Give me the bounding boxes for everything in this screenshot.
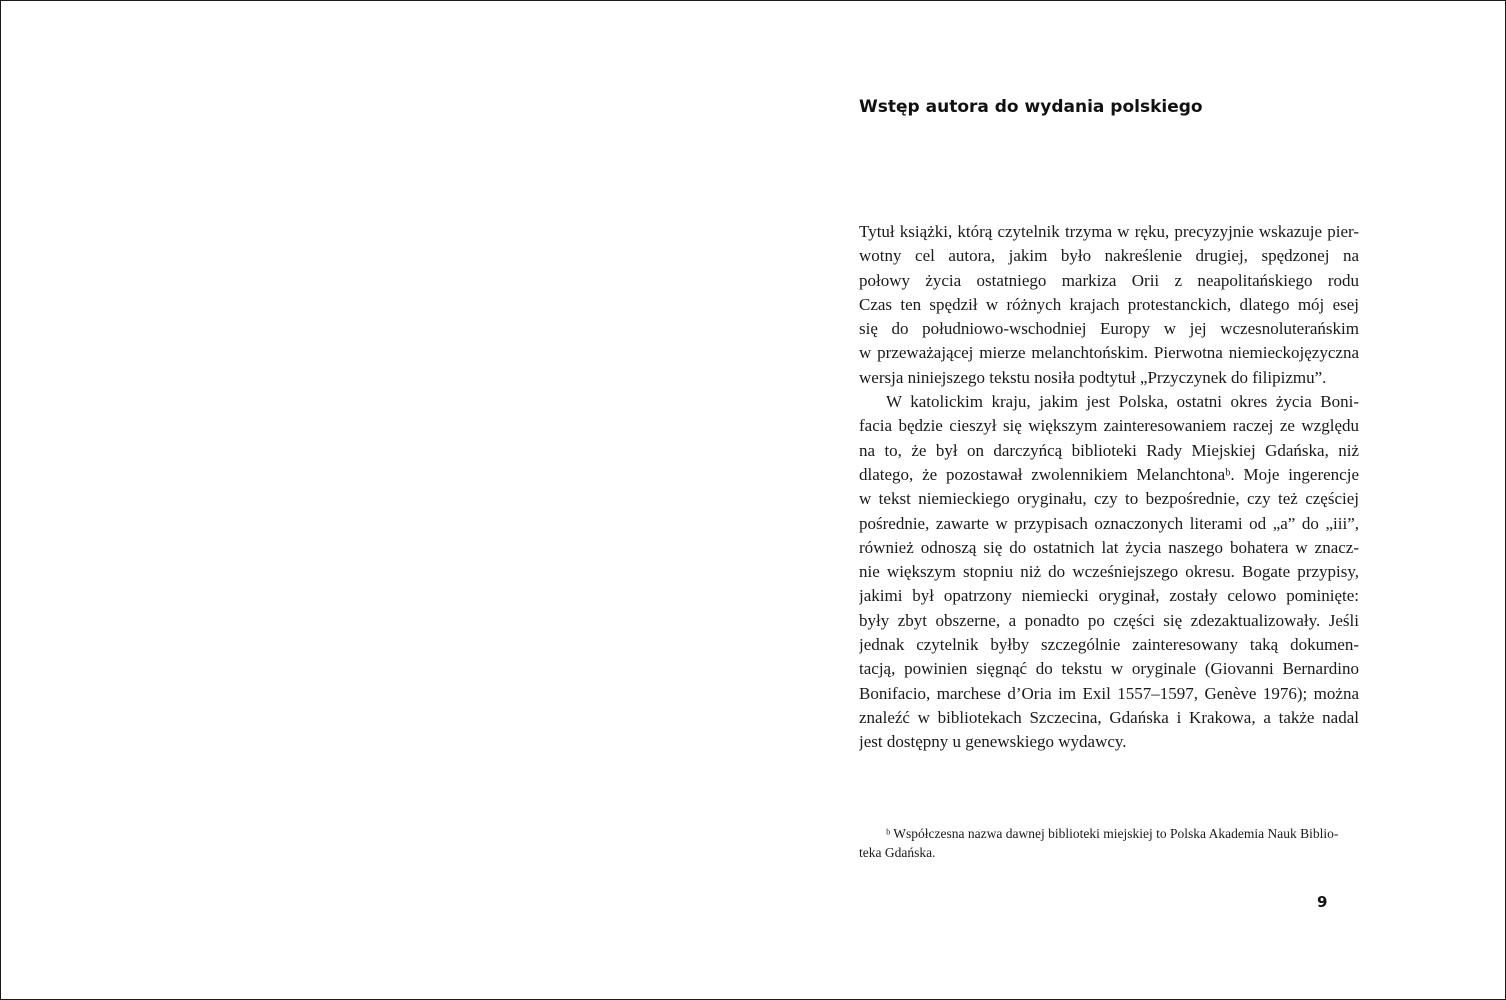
- body-line: pośrednie, zawarte w przypisach oznaczonych literami od „a” do „iii”,: [859, 513, 1359, 533]
- body-line: połowy życia ostatniego markiza Orii z neapolitańskiego rodu: [859, 270, 1359, 290]
- body-line: wersja niniejszego tekstu nosiła podtytuł „Przyczynek do filipizmu”.: [859, 367, 1327, 387]
- body-line: jest dostępny u genewskiego wydawcy.: [859, 732, 1127, 752]
- body-line: W katolickim kraju, jakim jest Polska, ostatni okres życia Boni-: [886, 392, 1359, 412]
- body-line: tacją, powinien sięgnąć do tekstu w oryginale (Giovanni Bernardino: [859, 659, 1359, 679]
- chapter-heading: Wstęp autora do wydania polskiego: [859, 97, 1203, 117]
- body-line: jednak czytelnik byłby szczególnie zainteresowany taką dokumen-: [859, 635, 1359, 655]
- body-line: na to, że był on darczyńcą biblioteki Rady Miejskiej Gdańska, niż: [859, 440, 1359, 460]
- body-line: znaleźć w bibliotekach Szczecina, Gdańska i Krakowa, a także nadal: [859, 707, 1359, 727]
- body-line: w tekst niemieckiego oryginału, czy to bezpośrednie, czy też częściej: [859, 489, 1359, 509]
- body-line: nie większym stopniu niż do wcześniejszego okresu. Bogate przypisy,: [859, 562, 1359, 582]
- page-number: 9: [1317, 893, 1328, 911]
- body-line: również odnoszą się do ostatnich lat życia naszego bohatera w znacz-: [859, 537, 1359, 557]
- body-line: Bonifacio, marchese d’Oria im Exil 1557–1597, Genève 1976); można: [859, 683, 1359, 703]
- body-line: Tytuł książki, którą czytelnik trzyma w ręku, precyzyjnie wskazuje pier-: [859, 222, 1359, 241]
- footnote: [859, 824, 1359, 862]
- body-line: facia będzie cieszył się większym zainteresowaniem raczej ze względu: [859, 416, 1359, 436]
- body-line: dlatego, że pozostawał zwolennikiem Melanchtonaᵇ. Moje ingerencje: [859, 464, 1359, 484]
- footnote-line: ᵇ Współczesna nazwa dawnej biblioteki miejskiej to Polska Akademia Nauk Biblio-: [886, 826, 1339, 841]
- body-line: były zbyt obszerne, a ponadto po części się zdezaktualizowały. Jeśli: [859, 610, 1359, 630]
- body-line: jakimi był opatrzony niemiecki oryginał, zostały celowo pominięte:: [859, 586, 1359, 606]
- body-line: się do południowo-wschodniej Europy w jej wczesnoluterańskim: [859, 319, 1359, 339]
- body-text: [859, 220, 1359, 755]
- footnote-line: teka Gdańska.: [859, 845, 936, 860]
- body-line: wotny cel autora, jakim było nakreślenie drugiej, spędzonej na: [859, 246, 1359, 266]
- body-line: w przeważającej mierze melanchtońskim. Pierwotna niemieckojęzyczna: [859, 343, 1359, 363]
- body-line: Czas ten spędził w różnych krajach protestanckich, dlatego mój esej: [859, 294, 1359, 314]
